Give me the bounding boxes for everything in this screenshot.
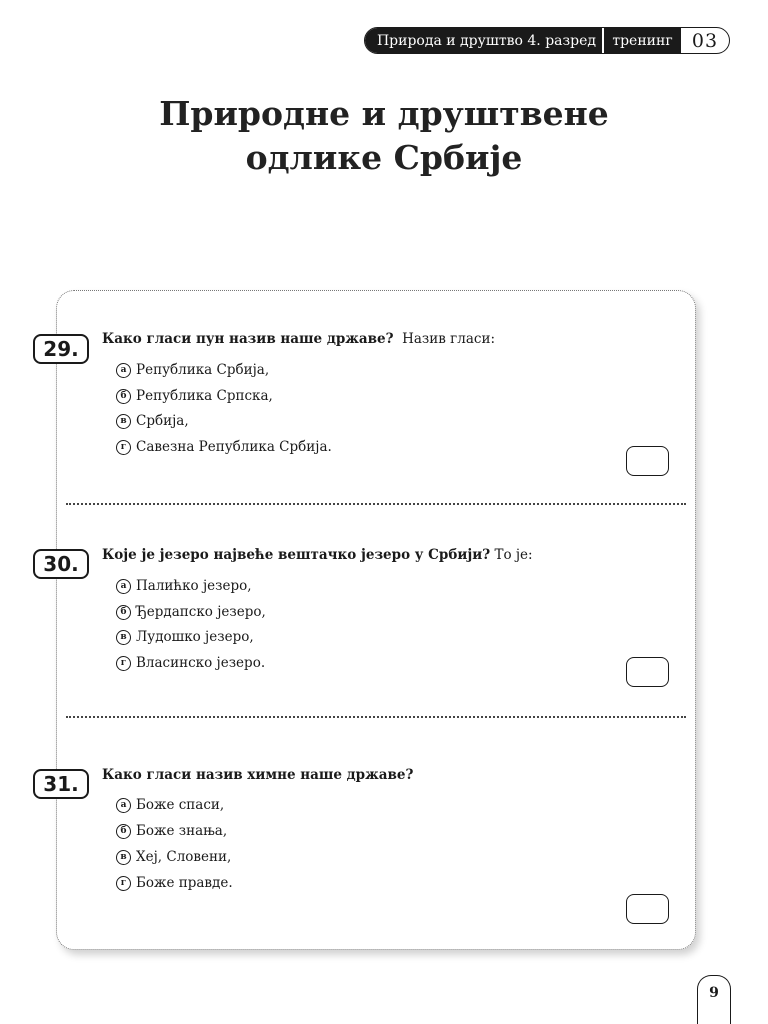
option-label: Република Србија, [136,362,270,378]
question-number-29: 29. [33,334,89,364]
option-30-c[interactable] [116,629,254,645]
header-lesson-number: 03 [691,29,719,52]
option-letter-circle: г [116,440,131,455]
option-29-a[interactable] [116,362,269,378]
answer-box-31[interactable] [626,894,669,924]
question-text-30 [102,547,533,563]
header-type: тренинг [604,28,681,53]
option-31-a[interactable] [116,797,224,813]
option-letter-circle: в [116,850,131,865]
option-31-d[interactable] [116,875,233,891]
option-letter-circle: б [116,389,131,404]
question-prompt: Како гласи пун назив наше државе? [102,331,394,347]
option-label: Палићко језеро, [136,578,252,594]
option-31-b[interactable] [116,823,227,839]
option-29-c[interactable] [116,413,189,429]
option-29-b[interactable] [116,388,273,404]
option-letter-circle: г [116,876,131,891]
question-suffix: Назив гласи: [402,331,495,347]
option-30-b[interactable] [116,604,266,620]
question-suffix: То је: [494,547,533,563]
option-letter-circle: г [116,656,131,671]
option-label: Србија, [136,413,189,429]
option-letter-circle: в [116,630,131,645]
option-label: Боже спаси, [136,797,225,813]
page-title [0,92,768,180]
option-label: Хеј, Словени, [136,849,232,865]
option-31-c[interactable] [116,849,231,865]
page-number-tab [697,975,731,1024]
answer-box-30[interactable] [626,657,669,687]
question-number-30: 30. [33,549,89,579]
option-label: Савезна Република Србија. [136,439,332,455]
question-text-29 [102,331,495,347]
option-label: Власинско језеро. [136,655,266,671]
option-letter-circle: а [116,579,131,594]
page-title-line-2: одлике Србије [245,138,523,177]
option-30-d[interactable] [116,655,265,671]
page-title-line-1: Природне и друштвене [159,94,609,133]
question-prompt: Како гласи назив химне наше државе? [102,767,414,783]
option-label: Ђердапско језеро, [136,604,266,620]
option-letter-circle: в [116,414,131,429]
option-29-d[interactable] [116,439,332,455]
question-prompt: Које је језеро највеће вештачко језеро у Србији? [102,547,491,563]
answer-box-29[interactable] [626,446,669,476]
option-label: Боже знања, [136,823,228,839]
option-letter-circle: б [116,605,131,620]
option-label: Лудошко језеро, [136,629,254,645]
question-divider [66,503,686,505]
option-label: Република Српска, [136,388,273,404]
option-30-a[interactable] [116,578,252,594]
header-subject: Природа и друштво 4. разред [365,28,602,53]
option-letter-circle: а [116,798,131,813]
page-number: 9 [709,985,719,1001]
option-label: Боже правде. [136,875,233,891]
option-letter-circle: а [116,363,131,378]
question-number-31: 31. [33,769,89,799]
option-letter-circle: б [116,824,131,839]
question-divider [66,716,686,718]
question-text-31 [102,767,413,783]
header-pill [364,27,730,54]
